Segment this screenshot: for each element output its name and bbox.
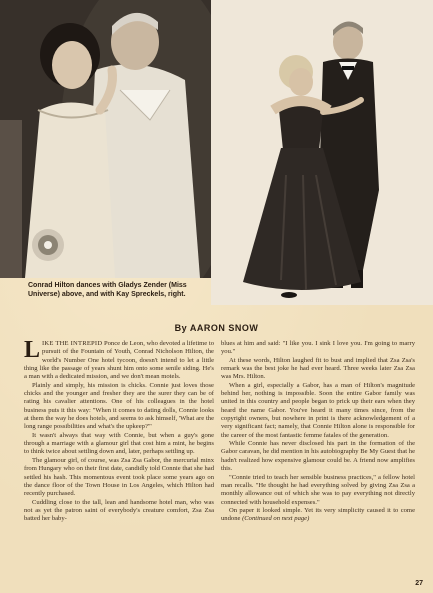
paragraph: The glamour girl, of course, was Zsa Zsa Gabor, the mercurial minx from Hungary who on their first date, candidly told Connie that she had settled his hash. This momentous event took place some years ago on the dance floor of the Town House in Los Angeles, which Hilton had recently purchased. [24, 456, 214, 498]
photo-hilton-spreckels [211, 0, 433, 305]
final-paragraph [221, 507, 415, 524]
byline: By AARON SNOW [174, 323, 259, 333]
paragraph-continued: blues at him and said: "I like you. I sink I love you. I'm going to marry you." [221, 340, 415, 356]
lead-paragraph [24, 337, 215, 382]
paragraph: "Connie tried to teach her sensible business practices," a fellow hotel man recalls. "He thought he had everything solved by giving Zsa Zsa a monthly allowance out of which she was to pay everything not directly connected with household expenses." [221, 473, 415, 506]
photo-caption: Conrad Hilton dances with Gladys Zender (Miss Universe) above, and with Kay Spreckels, right. [28, 282, 187, 298]
dancing-couple-illustration [0, 0, 211, 278]
ballroom-dancing-illustration [211, 0, 433, 305]
photo-hilton-zender [0, 0, 211, 278]
paragraph: It wasn't always that way with Connie, but when a guy's gone through a marriage with a glamour girl that cost him a mint, he begins to think twice about settling down and, later, perhaps settling up. [24, 431, 214, 456]
lead-smallcaps: IKE THE INTREPID [42, 340, 103, 347]
paragraph: When a girl, especially a Gabor, has a man of Hilton's magnitude behind her, nothing is impossible. Soon the entire Gabor family was united in this country and people began to prick up their ears when they heard the name Gabor. You've heard it many times since, from the copyright owners, but nowhere in print is there acknowledgement of a very significant fact; namely, that Connie Hilton alone is responsible for the career of the most fantastic femme fatales of the generation. [221, 381, 415, 439]
paragraph: While Connie has never disclosed his part in the formation of the Gabor caravan, he did mention in his autobiography Be My Guest that he hadn't realized how expensive glamour could be. A friend now amplifies this. [221, 440, 415, 473]
paragraph: Plainly and simply, his mission is chicks. Connie just loves those chicks and the younger and fresher they are the surer they can be of rating his cavalier attentions. One of his colleagues in the hotel business puts it this way: "When it comes to dating dolls, Connie looks at them the way he does hotels, and seems to ask himself, 'What are the long range possibilities and what's the upkeep?'" [24, 381, 214, 431]
final-text: On paper it looked simple. Yet its very simplicity caused it to come undone [221, 506, 415, 523]
lead-text: Ponce de Leon, who devoted a lifetime to pursuit of the Fountain of Youth, Conrad Nicholson Hilton, the world's Number One hotel tycoon, doesn't intend to let a little thing like the passage of years shunt him onto some senile siding. He's a man with a dedicated mission, and we don't mean motels. [24, 340, 215, 381]
continued-notice[interactable]: (Continued on next page) [242, 515, 310, 523]
paragraph: At these words, Hilton laughed fit to bust and implied that Zsa Zsa's remark was the best joke he had ever heard. Three weeks later Zsa Zsa was Mrs. Hilton. [221, 356, 415, 381]
paragraph: Cuddling close to the tall, lean and handsome hotel man, who was not as yet the patron saint of everybody's creature comfort, Zsa Zsa batted her baby- [24, 498, 214, 523]
drop-cap: L [24, 337, 41, 363]
article-column-right [221, 340, 415, 524]
article-column-left [24, 337, 215, 524]
page-number: 27 [415, 580, 423, 587]
